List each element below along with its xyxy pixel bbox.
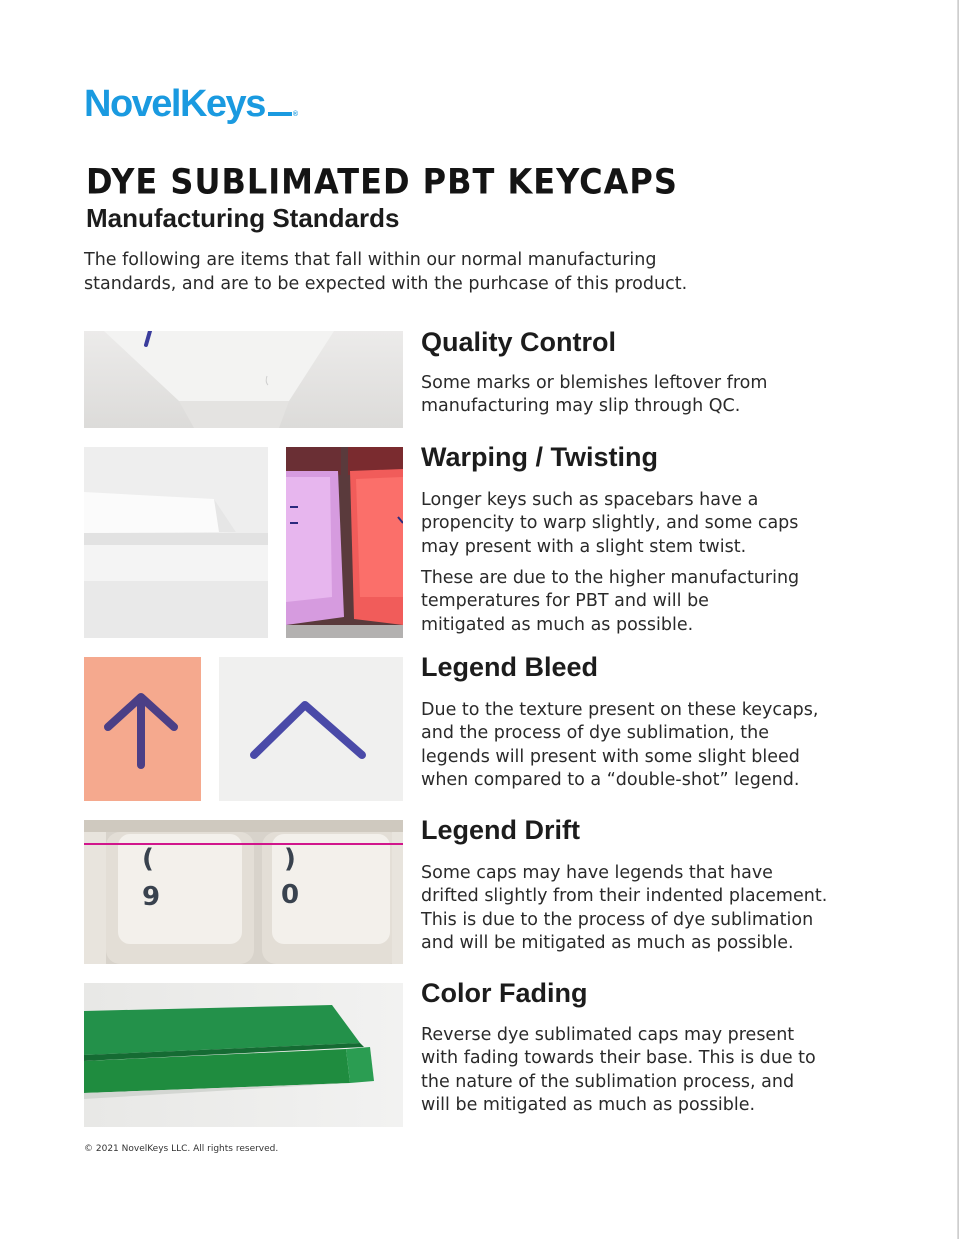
section-body-color-fading bbox=[421, 1024, 851, 1117]
section-body-warping-twisting bbox=[421, 489, 851, 559]
intro-paragraph bbox=[84, 248, 764, 296]
section-body-warping-twisting-2 bbox=[421, 567, 851, 637]
body-line: Some caps may have legends that have bbox=[421, 863, 773, 883]
body-line: and the process of dye sublimation, the bbox=[421, 723, 769, 744]
body-line: may present with a slight stem twist. bbox=[421, 536, 747, 557]
body-line: This is due to the process of dye sublimation bbox=[421, 909, 814, 930]
page-title: DYE SUBLIMATED PBT KEYCAPS bbox=[86, 161, 678, 203]
body-line: and will be mitigated as much as possible. bbox=[421, 932, 794, 953]
body-line: propencity to warp slightly, and some caps bbox=[421, 513, 799, 534]
section-body-legend-bleed bbox=[421, 699, 851, 792]
section-title-legend-drift: Legend Drift bbox=[421, 815, 580, 845]
legend-zero: 0 bbox=[281, 880, 300, 910]
body-line: manufacturing may slip through QC. bbox=[421, 396, 741, 417]
section-title-quality-control: Quality Control bbox=[421, 327, 616, 357]
section-body-legend-drift bbox=[421, 862, 851, 955]
body-line: drifted slightly from their indented placement. bbox=[421, 886, 828, 907]
body-line: Some marks or blemishes leftover from bbox=[421, 373, 768, 393]
registered-mark: ® bbox=[292, 111, 297, 118]
body-line: when compared to a “double-shot” legend. bbox=[421, 769, 800, 790]
legend-drift-photo bbox=[84, 820, 403, 964]
body-line: Due to the texture present on these keycaps, bbox=[421, 700, 819, 720]
page-subtitle: Manufacturing Standards bbox=[86, 203, 400, 233]
brand-name: NovelKeys bbox=[84, 83, 265, 125]
color-fading-photo bbox=[84, 983, 403, 1127]
section-title-legend-bleed: Legend Bleed bbox=[421, 652, 599, 682]
body-line: mitigated as much as possible. bbox=[421, 614, 694, 635]
stem-twist-photo bbox=[286, 447, 403, 638]
body-line: with fading towards their base. This is due to bbox=[421, 1048, 816, 1069]
quality-control-photo bbox=[84, 331, 403, 428]
section-body-quality-control bbox=[421, 372, 851, 419]
legend-nine: 9 bbox=[142, 882, 161, 912]
body-line: Longer keys such as spacebars have a bbox=[421, 490, 759, 510]
logo-cursor-mark bbox=[268, 112, 292, 116]
body-line: will be mitigated as much as possible. bbox=[421, 1094, 756, 1115]
intro-line: standards, and are to be expected with the purhcase of this product. bbox=[84, 274, 688, 294]
spacebar-warp-photo bbox=[84, 447, 268, 638]
legend-paren-left: ( bbox=[142, 844, 154, 874]
section-title-warping-twisting: Warping / Twisting bbox=[421, 442, 658, 472]
brand-logo bbox=[84, 84, 297, 135]
body-line: temperatures for PBT and will be bbox=[421, 591, 709, 612]
legend-paren-right: ) bbox=[284, 844, 296, 874]
intro-line: The following are items that fall within our normal manufacturing bbox=[84, 250, 657, 270]
body-line: the nature of the sublimation process, and bbox=[421, 1071, 795, 1092]
body-line: legends will present with some slight bleed bbox=[421, 746, 800, 767]
arrow-legend-photo bbox=[84, 657, 201, 801]
body-line: Reverse dye sublimated caps may present bbox=[421, 1025, 795, 1045]
footer-copyright: © 2021 NovelKeys LLC. All rights reserved. bbox=[84, 1144, 279, 1154]
caret-legend-photo bbox=[219, 657, 403, 801]
section-title-color-fading: Color Fading bbox=[421, 978, 588, 1008]
body-line: These are due to the higher manufacturing bbox=[421, 568, 800, 588]
